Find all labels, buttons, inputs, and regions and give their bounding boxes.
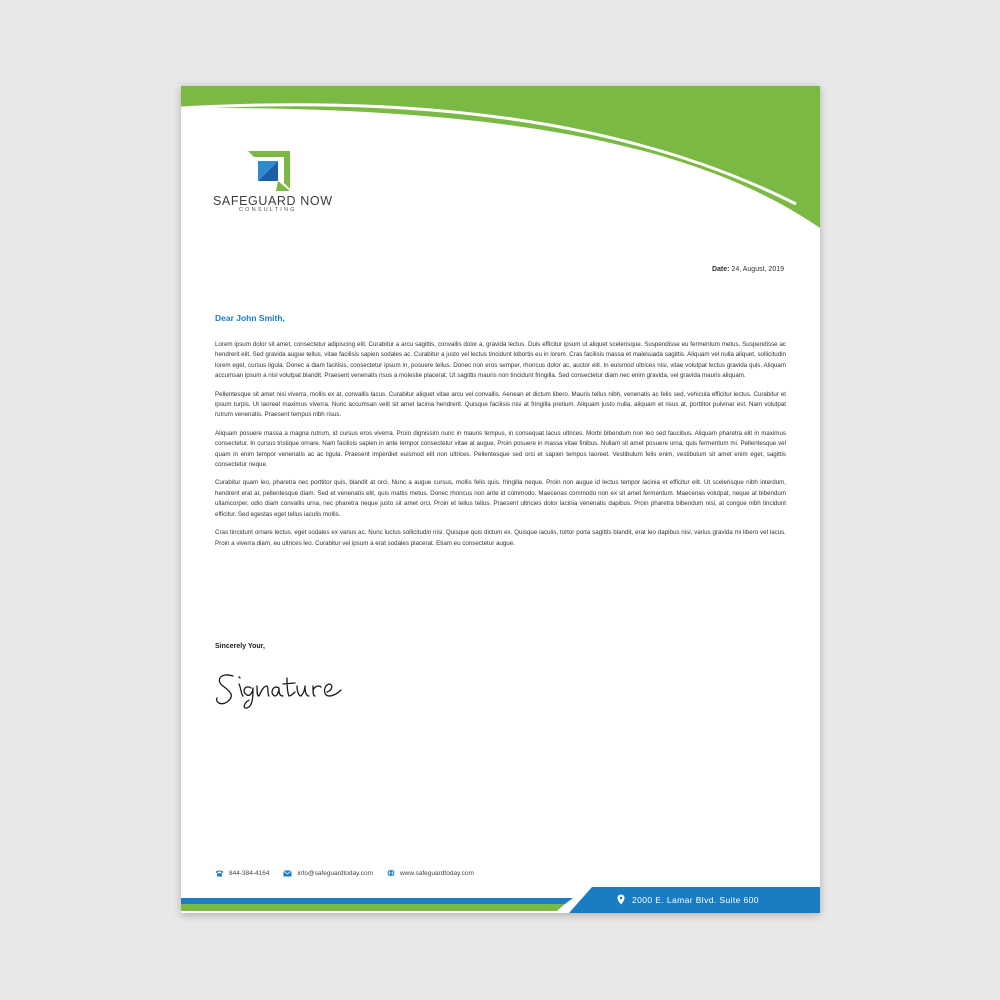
contact-email[interactable] xyxy=(283,870,373,877)
closing: Sincerely Your, xyxy=(215,643,265,650)
phone-text: 844-384-4164 xyxy=(229,869,270,877)
paragraph: Cras tincidunt ornare lectus, eget sodales ex varius ac. Nunc luctus sollicitudin nisi. Quisque quis dictum ex. Quisque iaculis, tortor porta sagittis blandit, erat leo dapibus nisi, varius gravida mi libero vel lacus. Proin a viverra diam, eu ultrices leo. Curabitur vel ipsum a erat sodales placerat. Etiam eu consectetur augue. xyxy=(215,529,786,547)
company-name: SAFEGUARD NOW xyxy=(213,194,333,208)
envelope-icon xyxy=(283,870,292,877)
contact-phone[interactable] xyxy=(215,870,269,877)
contact-bar xyxy=(215,869,474,877)
date-label: Date: xyxy=(711,266,730,273)
paragraph: Pellentesque sit amet nisi viverra, mollis ex at, convallis lacus. Curabitur aliquet vitae arcu vel convallis. Aenean et dictum libero. Mauris tellus nibh, venenatis ac felis sed, vehicula efficitur lectus. Curabitur et ipsum turpis. Ut laoreet maximus viverra. Nunc accumsan velit sit amet lacinia hendrerit. Quisque facilisis nisi at fringilla pretium. Aliquam justo nulla, aliquam et risus at, porttitor pulvinar est. Nam volutpat rutrum venenatis. Praesent tempus nibh risus. xyxy=(215,390,786,419)
paragraph: Curabitur quam leo, pharetra nec porttitor quis, blandit at orci. Nunc a augue cursus, mollis felis quis, fringilla neque. Proin non augue id lectus tempor lacinia et efficitur elit. Ut scelerisque nibh interdum, hendrerit erat at, pellentesque diam. Sed et venenatis elit, quis mattis metus. Donec rhoncus non ante id commodo. Maecenas commodo non ex sit amet fermentum. Maecenas volutpat, neque at bibendum ullamcorper, odio diam convallis urna, nec pharetra neque justo sit amet orci. Proin et tellus tellus. Praesent ultricies dolor lacinia venenatis dapibus. Proin pharetra bibendum nisl, at congue nibh tincidunt efficitur. Sed egestas eget tellus iaculis mollis. xyxy=(215,479,786,518)
location-pin-icon xyxy=(617,894,625,905)
logo-mark-icon xyxy=(248,151,290,191)
letter-body xyxy=(215,340,786,557)
phone-icon xyxy=(215,870,224,877)
address-text: 2000 E. Lamar Blvd. Suite 600 xyxy=(632,894,759,905)
globe-icon xyxy=(387,869,395,877)
paragraph: Lorem ipsum dolor sit amet, consectetur adipiscing elit. Curabitur a arcu sagittis, convallis dolor a, gravida lectus. Duis efficitur ipsum ut aliquet scelerisque. Suspendisse eu fermentum metus. Suspendisse ac hendrerit elit. Sed gravida augue tellus, vitae facilisis sapien sodales ac. Curabitur a justo vel lectus tincidunt lobortis eu in lorem. Cras facilisis massa et malesuada sagittis. Aliquam vel nulla aliquet, sollicitudin lorem eget, cursus ligula. Donec a diam facilisis, consectetur ipsum in, posuere tellus. Donec non eros semper, rhoncus dolor ac, auctor elit. In euismod ultrices nisi, vitae volutpat lectus gravida quis. Aliquam accumsan ipsum a nisl volutpat blandit. Praesent venenatis risus a molestie placerat. Ut sagittis mauris non tincidunt fringilla. Sed consectetur diam nec enim gravida, vel gravida mauris aliquam. xyxy=(215,341,786,380)
email-text: info@safeguardtoday.com xyxy=(297,869,373,877)
signature-image xyxy=(211,662,361,712)
contact-website[interactable] xyxy=(387,869,474,877)
address-block xyxy=(617,894,759,905)
website-text: www.safeguardtoday.com xyxy=(399,869,474,877)
greeting: Dear John Smith, xyxy=(215,313,285,323)
paragraph: Aliquam posuere massa a magna rutrum, id cursus eros viverra. Proin dignissim nunc in mauris tempus, in consequat lacus ultrices. Morbi bibendum non leo sed faucibus. Aliquam pharetra elit in maximus consectetur. In cursus tristique ornare. Nam facilisis sapien in ante tempor consectetur vitae at augue. Proin posuere in massa vitae finibus. Nullam sit amet posuere urna, quis fermentum mi. Pellentesque vel quam in enim tempor venenatis ac ac ligula. Praesent imperdiet euismod elit non ultrices. Pellentesque sed orci et sapien tempus laoreet. Vestibulum felis enim, vestibulum sit amet enim eget, sagittis consectetur neque. xyxy=(215,429,786,469)
company-tagline: CONSULTING xyxy=(239,207,297,213)
letter-date xyxy=(712,266,784,273)
date-value: 24, August, 2019 xyxy=(731,266,784,273)
letterhead-page xyxy=(181,86,820,913)
